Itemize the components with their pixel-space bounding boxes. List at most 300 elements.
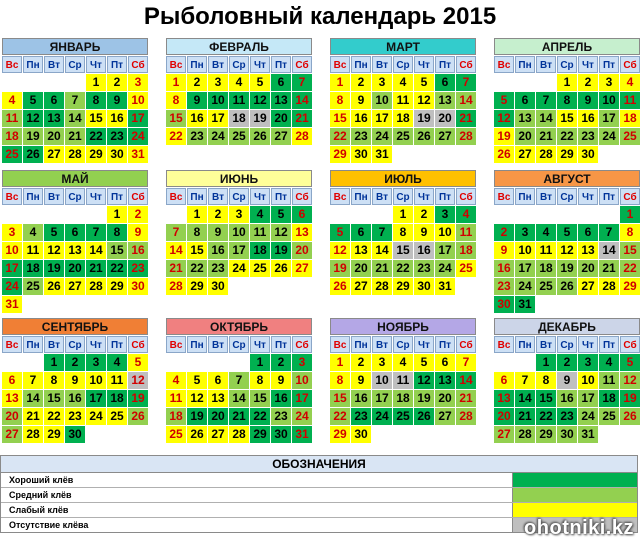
day-cell: 18	[107, 390, 127, 407]
day-cell: 8	[393, 224, 413, 241]
day-cell: 12	[414, 372, 434, 389]
day-cell: 29	[187, 278, 207, 295]
day-cell: 3	[208, 74, 228, 91]
day-cell: 12	[414, 92, 434, 109]
day-cell: 24	[86, 408, 106, 425]
day-cell: 9	[271, 372, 291, 389]
day-cell: 20	[292, 242, 312, 259]
weekday-header: Чт	[86, 188, 106, 205]
weekday-header: Пн	[187, 188, 207, 205]
day-cell: 2	[351, 74, 371, 91]
day-cell: 9	[107, 92, 127, 109]
weekday-header: Сб	[620, 56, 640, 73]
weekday-header: Пт	[107, 188, 127, 205]
day-cell: 28	[599, 278, 619, 295]
day-cell: 24	[578, 408, 598, 425]
month-name: МАРТ	[330, 38, 476, 55]
weekday-header: Вт	[44, 336, 64, 353]
day-cell: 10	[2, 242, 22, 259]
day-cell: 13	[2, 390, 22, 407]
weekday-header: Ср	[557, 56, 577, 73]
day-cell: 4	[599, 354, 619, 371]
weekday-header: Пт	[271, 336, 291, 353]
day-cell: 19	[414, 110, 434, 127]
day-cell: 24	[372, 128, 392, 145]
weekday-header: Вс	[166, 56, 186, 73]
day-cell: 21	[599, 260, 619, 277]
day-cell: 8	[330, 92, 350, 109]
day-cell: 1	[44, 354, 64, 371]
day-cell: 24	[208, 128, 228, 145]
day-cell: 13	[435, 372, 455, 389]
day-cell: 25	[107, 408, 127, 425]
day-cell: 11	[620, 92, 640, 109]
weekday-header: Сб	[292, 336, 312, 353]
day-cell: 6	[435, 74, 455, 91]
day-cell: 6	[65, 224, 85, 241]
empty-cell	[23, 74, 43, 91]
day-cell: 15	[536, 390, 556, 407]
day-cell: 26	[557, 278, 577, 295]
day-cell: 25	[250, 260, 270, 277]
day-cell: 5	[250, 74, 270, 91]
month-name: МАЙ	[2, 170, 148, 187]
month-name: ОКТЯБРЬ	[166, 318, 312, 335]
day-cell: 15	[330, 110, 350, 127]
month-block	[2, 170, 146, 313]
day-cell: 4	[107, 354, 127, 371]
day-cell: 19	[414, 390, 434, 407]
day-cell: 31	[372, 146, 392, 163]
day-cell: 1	[393, 206, 413, 223]
weekday-header: Вт	[208, 336, 228, 353]
day-cell: 8	[620, 224, 640, 241]
weekday-header: Вс	[2, 336, 22, 353]
day-cell: 23	[271, 408, 291, 425]
legend-label: Хороший клёв	[9, 475, 74, 485]
legend-row	[1, 473, 637, 488]
day-cell: 1	[620, 206, 640, 223]
day-cell: 22	[620, 260, 640, 277]
day-cell: 13	[435, 92, 455, 109]
day-cell: 5	[557, 224, 577, 241]
day-cell: 16	[187, 110, 207, 127]
weekday-header: Сб	[456, 336, 476, 353]
day-cell: 17	[128, 110, 148, 127]
day-cell: 3	[86, 354, 106, 371]
day-cell: 26	[271, 260, 291, 277]
day-cell: 28	[86, 278, 106, 295]
weekday-header: Вс	[166, 336, 186, 353]
day-cell: 26	[494, 146, 514, 163]
day-cell: 12	[620, 372, 640, 389]
weekday-header: Ср	[65, 336, 85, 353]
day-cell: 17	[86, 390, 106, 407]
day-cell: 8	[250, 372, 270, 389]
day-cell: 10	[229, 224, 249, 241]
empty-cell	[372, 206, 392, 223]
day-cell: 14	[456, 92, 476, 109]
day-cell: 1	[557, 74, 577, 91]
month-block	[494, 318, 638, 443]
day-cell: 4	[393, 74, 413, 91]
day-cell: 14	[23, 390, 43, 407]
day-cell: 16	[65, 390, 85, 407]
day-cell: 24	[435, 260, 455, 277]
day-cell: 3	[372, 74, 392, 91]
day-cell: 30	[414, 278, 434, 295]
weekday-header: Сб	[128, 188, 148, 205]
day-cell: 5	[330, 224, 350, 241]
month-block	[2, 318, 146, 443]
day-cell: 3	[2, 224, 22, 241]
day-cell: 6	[2, 372, 22, 389]
day-cell: 26	[620, 408, 640, 425]
empty-cell	[557, 206, 577, 223]
day-cell: 18	[456, 242, 476, 259]
weekday-header: Пн	[515, 188, 535, 205]
day-cell: 23	[414, 260, 434, 277]
weekday-header: Вс	[166, 188, 186, 205]
day-cell: 8	[86, 92, 106, 109]
day-cell: 10	[292, 372, 312, 389]
day-cell: 15	[44, 390, 64, 407]
day-cell: 11	[393, 92, 413, 109]
weekday-header: Вт	[536, 336, 556, 353]
day-cell: 20	[351, 260, 371, 277]
weekday-header: Пн	[187, 336, 207, 353]
day-cell: 4	[456, 206, 476, 223]
day-cell: 21	[166, 260, 186, 277]
empty-cell	[23, 206, 43, 223]
day-cell: 6	[494, 372, 514, 389]
weekday-header: Сб	[620, 188, 640, 205]
day-cell: 30	[351, 426, 371, 443]
weekday-header: Пн	[351, 336, 371, 353]
day-cell: 7	[372, 224, 392, 241]
day-cell: 17	[435, 242, 455, 259]
day-cell: 6	[292, 206, 312, 223]
empty-cell	[536, 206, 556, 223]
month-grid	[2, 56, 146, 163]
day-cell: 4	[2, 92, 22, 109]
weekday-header: Ср	[229, 336, 249, 353]
day-cell: 27	[65, 278, 85, 295]
day-cell: 26	[414, 128, 434, 145]
weekday-header: Пт	[599, 56, 619, 73]
day-cell: 25	[599, 408, 619, 425]
day-cell: 14	[166, 242, 186, 259]
day-cell: 4	[620, 74, 640, 91]
weekday-header: Пт	[107, 336, 127, 353]
empty-cell	[44, 206, 64, 223]
weekday-header: Вс	[2, 56, 22, 73]
month-name: ИЮНЬ	[166, 170, 312, 187]
day-cell: 4	[393, 354, 413, 371]
day-cell: 1	[107, 206, 127, 223]
day-cell: 25	[536, 278, 556, 295]
day-cell: 17	[599, 110, 619, 127]
day-cell: 16	[351, 110, 371, 127]
day-cell: 2	[557, 354, 577, 371]
weekday-header: Вс	[494, 188, 514, 205]
day-cell: 13	[494, 390, 514, 407]
day-cell: 24	[2, 278, 22, 295]
month-grid	[494, 336, 638, 443]
day-cell: 30	[271, 426, 291, 443]
day-cell: 9	[578, 92, 598, 109]
day-cell: 27	[515, 146, 535, 163]
weekday-header: Вт	[208, 56, 228, 73]
day-cell: 2	[351, 354, 371, 371]
empty-cell	[494, 74, 514, 91]
day-cell: 30	[494, 296, 514, 313]
day-cell: 16	[271, 390, 291, 407]
month-grid	[2, 188, 146, 313]
day-cell: 21	[229, 408, 249, 425]
day-cell: 11	[250, 224, 270, 241]
day-cell: 29	[536, 426, 556, 443]
day-cell: 8	[536, 372, 556, 389]
day-cell: 6	[515, 92, 535, 109]
day-cell: 5	[414, 74, 434, 91]
month-grid	[166, 336, 310, 443]
day-cell: 27	[292, 260, 312, 277]
day-cell: 25	[2, 146, 22, 163]
legend-row	[1, 488, 637, 503]
day-cell: 23	[128, 260, 148, 277]
day-cell: 27	[351, 278, 371, 295]
day-cell: 22	[86, 128, 106, 145]
weekday-header: Пт	[435, 188, 455, 205]
day-cell: 2	[578, 74, 598, 91]
day-cell: 26	[187, 426, 207, 443]
day-cell: 31	[2, 296, 22, 313]
day-cell: 3	[229, 206, 249, 223]
day-cell: 18	[393, 110, 413, 127]
day-cell: 29	[620, 278, 640, 295]
day-cell: 19	[557, 260, 577, 277]
weekday-header: Сб	[620, 336, 640, 353]
weekday-header: Чт	[578, 188, 598, 205]
day-cell: 2	[128, 206, 148, 223]
day-cell: 1	[250, 354, 270, 371]
day-cell: 30	[351, 146, 371, 163]
weekday-header: Пт	[599, 188, 619, 205]
day-cell: 19	[494, 128, 514, 145]
weekday-header: Вт	[208, 188, 228, 205]
day-cell: 17	[372, 390, 392, 407]
day-cell: 2	[494, 224, 514, 241]
weekday-header: Пт	[435, 56, 455, 73]
empty-cell	[208, 354, 228, 371]
day-cell: 18	[599, 390, 619, 407]
day-cell: 30	[208, 278, 228, 295]
day-cell: 20	[44, 128, 64, 145]
empty-cell	[330, 206, 350, 223]
day-cell: 12	[271, 224, 291, 241]
day-cell: 9	[187, 92, 207, 109]
weekday-header: Ср	[65, 56, 85, 73]
day-cell: 22	[330, 128, 350, 145]
day-cell: 9	[208, 224, 228, 241]
day-cell: 27	[2, 426, 22, 443]
day-cell: 24	[229, 260, 249, 277]
day-cell: 11	[229, 92, 249, 109]
weekday-header: Пн	[515, 56, 535, 73]
empty-cell	[578, 206, 598, 223]
empty-cell	[599, 206, 619, 223]
day-cell: 21	[536, 128, 556, 145]
day-cell: 6	[435, 354, 455, 371]
day-cell: 1	[536, 354, 556, 371]
day-cell: 18	[23, 260, 43, 277]
day-cell: 11	[456, 224, 476, 241]
day-cell: 11	[107, 372, 127, 389]
day-cell: 20	[494, 408, 514, 425]
month-name: АВГУСТ	[494, 170, 640, 187]
day-cell: 29	[557, 146, 577, 163]
weekday-header: Пн	[187, 56, 207, 73]
day-cell: 23	[65, 408, 85, 425]
day-cell: 6	[578, 224, 598, 241]
weekday-header: Пт	[599, 336, 619, 353]
day-cell: 2	[187, 74, 207, 91]
day-cell: 7	[536, 92, 556, 109]
day-cell: 12	[187, 390, 207, 407]
day-cell: 4	[166, 372, 186, 389]
day-cell: 21	[86, 260, 106, 277]
day-cell: 14	[229, 390, 249, 407]
day-cell: 28	[166, 278, 186, 295]
day-cell: 5	[620, 354, 640, 371]
weekday-header: Сб	[292, 188, 312, 205]
day-cell: 28	[65, 146, 85, 163]
day-cell: 25	[456, 260, 476, 277]
weekday-header: Пн	[23, 336, 43, 353]
weekday-header: Вт	[44, 56, 64, 73]
month-block	[2, 38, 146, 163]
empty-cell	[65, 74, 85, 91]
weekday-header: Вс	[330, 56, 350, 73]
day-cell: 1	[187, 206, 207, 223]
day-cell: 5	[187, 372, 207, 389]
day-cell: 6	[351, 224, 371, 241]
day-cell: 27	[44, 146, 64, 163]
day-cell: 14	[292, 92, 312, 109]
day-cell: 31	[515, 296, 535, 313]
day-cell: 23	[494, 278, 514, 295]
day-cell: 27	[578, 278, 598, 295]
day-cell: 4	[250, 206, 270, 223]
day-cell: 7	[456, 74, 476, 91]
legend-swatch	[512, 473, 637, 487]
day-cell: 14	[86, 242, 106, 259]
month-name: ИЮЛЬ	[330, 170, 476, 187]
day-cell: 13	[515, 110, 535, 127]
day-cell: 11	[599, 372, 619, 389]
month-block	[166, 318, 310, 443]
day-cell: 17	[208, 110, 228, 127]
day-cell: 19	[44, 260, 64, 277]
day-cell: 16	[128, 242, 148, 259]
day-cell: 12	[250, 92, 270, 109]
weekday-header: Пн	[23, 56, 43, 73]
day-cell: 10	[372, 92, 392, 109]
weekday-header: Сб	[456, 188, 476, 205]
weekday-header: Вс	[494, 336, 514, 353]
day-cell: 5	[128, 354, 148, 371]
day-cell: 7	[23, 372, 43, 389]
day-cell: 10	[578, 372, 598, 389]
day-cell: 25	[393, 408, 413, 425]
empty-cell	[2, 74, 22, 91]
day-cell: 26	[44, 278, 64, 295]
day-cell: 8	[330, 372, 350, 389]
month-block	[330, 170, 474, 295]
day-cell: 2	[414, 206, 434, 223]
day-cell: 10	[515, 242, 535, 259]
day-cell: 26	[128, 408, 148, 425]
weekday-header: Сб	[456, 56, 476, 73]
day-cell: 30	[128, 278, 148, 295]
day-cell: 29	[393, 278, 413, 295]
day-cell: 9	[65, 372, 85, 389]
day-cell: 18	[393, 390, 413, 407]
day-cell: 19	[187, 408, 207, 425]
empty-cell	[187, 354, 207, 371]
empty-cell	[86, 206, 106, 223]
day-cell: 13	[271, 92, 291, 109]
day-cell: 2	[271, 354, 291, 371]
day-cell: 2	[107, 74, 127, 91]
day-cell: 22	[536, 408, 556, 425]
day-cell: 12	[128, 372, 148, 389]
watermark: ohotniki.kz	[524, 517, 634, 539]
day-cell: 3	[435, 206, 455, 223]
day-cell: 15	[86, 110, 106, 127]
day-cell: 1	[86, 74, 106, 91]
day-cell: 14	[456, 372, 476, 389]
empty-cell	[536, 74, 556, 91]
weekday-header: Чт	[414, 188, 434, 205]
day-cell: 17	[372, 110, 392, 127]
day-cell: 28	[292, 128, 312, 145]
weekday-header: Вт	[372, 56, 392, 73]
day-cell: 16	[208, 242, 228, 259]
day-cell: 27	[494, 426, 514, 443]
weekday-header: Сб	[128, 56, 148, 73]
legend-label: Средний клёв	[9, 490, 72, 500]
day-cell: 20	[2, 408, 22, 425]
day-cell: 14	[536, 110, 556, 127]
day-cell: 12	[330, 242, 350, 259]
day-cell: 18	[166, 408, 186, 425]
weekday-header: Вс	[330, 188, 350, 205]
day-cell: 16	[578, 110, 598, 127]
day-cell: 13	[351, 242, 371, 259]
day-cell: 12	[44, 242, 64, 259]
month-block	[330, 38, 474, 163]
weekday-header: Чт	[414, 336, 434, 353]
legend-swatch	[512, 488, 637, 502]
month-grid	[330, 188, 474, 295]
empty-cell	[23, 354, 43, 371]
day-cell: 9	[128, 224, 148, 241]
day-cell: 8	[557, 92, 577, 109]
day-cell: 22	[44, 408, 64, 425]
weekday-header: Чт	[578, 336, 598, 353]
